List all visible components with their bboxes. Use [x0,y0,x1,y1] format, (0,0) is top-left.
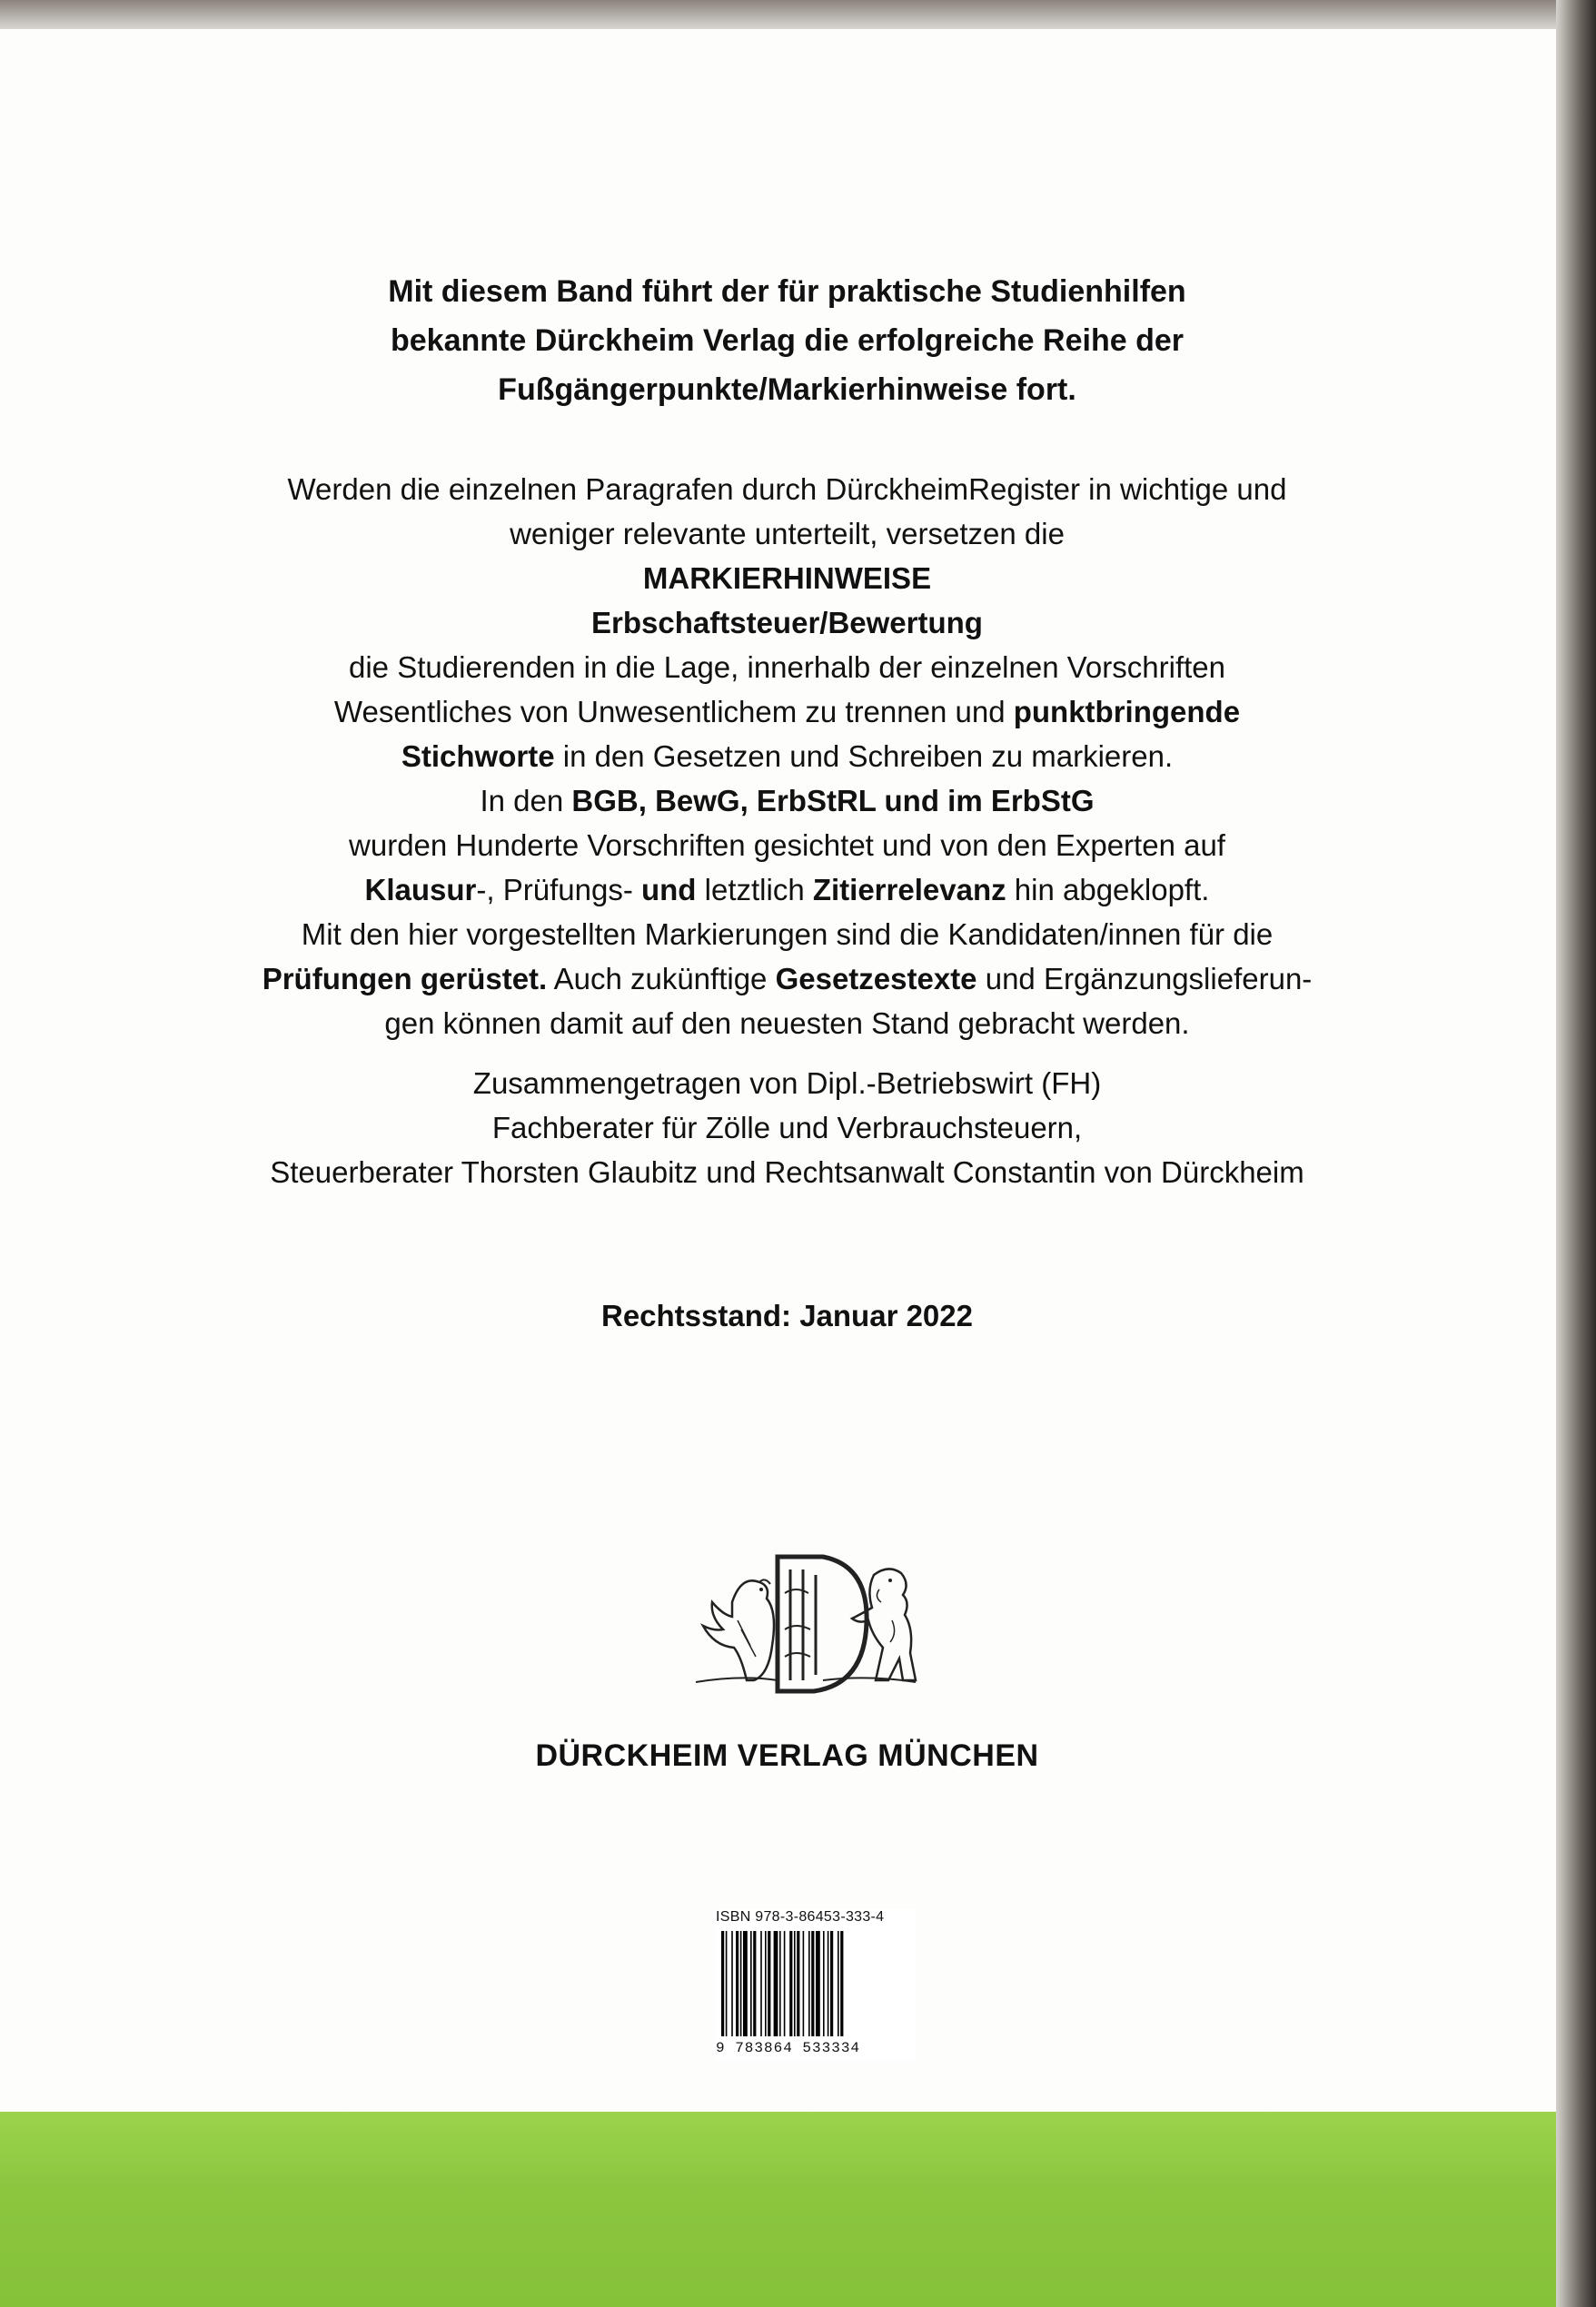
green-footer-band [0,2112,1556,2307]
intro-line: Fußgängerpunkte/Markierhinweise fort. [498,372,1076,407]
body-line: Werden die einzelnen Paragrafen durch DürckheimRegister in wichtige und [287,472,1287,506]
body-line: Mit den hier vorgestellten Markierungen sind die Kandidaten/innen für die [301,917,1274,951]
isbn-barcode-block [716,1909,916,2060]
isbn-number: ISBN 978-3-86453-333-4 [716,1909,885,1925]
body-line: weniger relevante unterteilt, versetzen die [510,517,1065,550]
page-edge-shadow-right [1556,0,1596,2307]
book-back-cover [0,29,1556,2307]
body-line: Stichworte in den Gesetzen und Schreiben zu markieren. [401,739,1174,773]
body-line: In den BGB, BewG, ErbStRL und im ErbStG [480,784,1095,817]
body-line: gen können damit auf den neuesten Stand gebracht werden. [384,1006,1190,1040]
series-title: MARKIERHINWEISE [642,561,932,595]
legal-status-date: Rechtsstand: Januar 2022 [600,1299,973,1332]
publisher-name: DÜRCKHEIM VERLAG MÜNCHEN [535,1738,1039,1773]
authors-line: Steuerberater Thorsten Glaubitz und Rechtsanwalt Constantin von Dürckheim [270,1155,1304,1189]
intro-text [145,267,1429,414]
description-text [145,467,1429,1045]
intro-line: Mit diesem Band führt der für praktische Studienhilfen [388,274,1186,309]
intro-line: bekannte Dürckheim Verlag die erfolgreiche Reihe der [391,323,1184,358]
authors-line: Fachberater für Zölle und Verbrauchsteuern, [491,1111,1083,1144]
body-line: die Studierenden in die Lage, innerhalb der einzelnen Vorschriften [348,650,1225,684]
body-line: Klausur-, Prüfungs- und letztlich Zitierrelevanz hin abgeklopft. [364,873,1210,906]
authors-line: Zusammengetragen von Dipl.-Betriebswirt (FH) [472,1066,1102,1100]
subject-title: Erbschaftsteuer/Bewertung [591,606,983,639]
body-line: Wesentliches von Unwesentlichem zu trennen und punktbringende [333,695,1241,728]
barcode-digits: 9 783864 533334 [716,2040,861,2056]
body-line: wurden Hunderte Vorschriften gesichtet und von den Experten auf [349,828,1225,862]
body-line: Prüfungen gerüstet. Auch zukünftige Gesetzestexte und Ergänzungslieferun- [262,962,1313,995]
authors-text [145,1061,1429,1194]
barcode-icon [716,1931,916,2040]
duerckheim-crest-eagle-lion-logo-icon [687,1539,923,1704]
page-edge-shadow-top [0,0,1596,29]
